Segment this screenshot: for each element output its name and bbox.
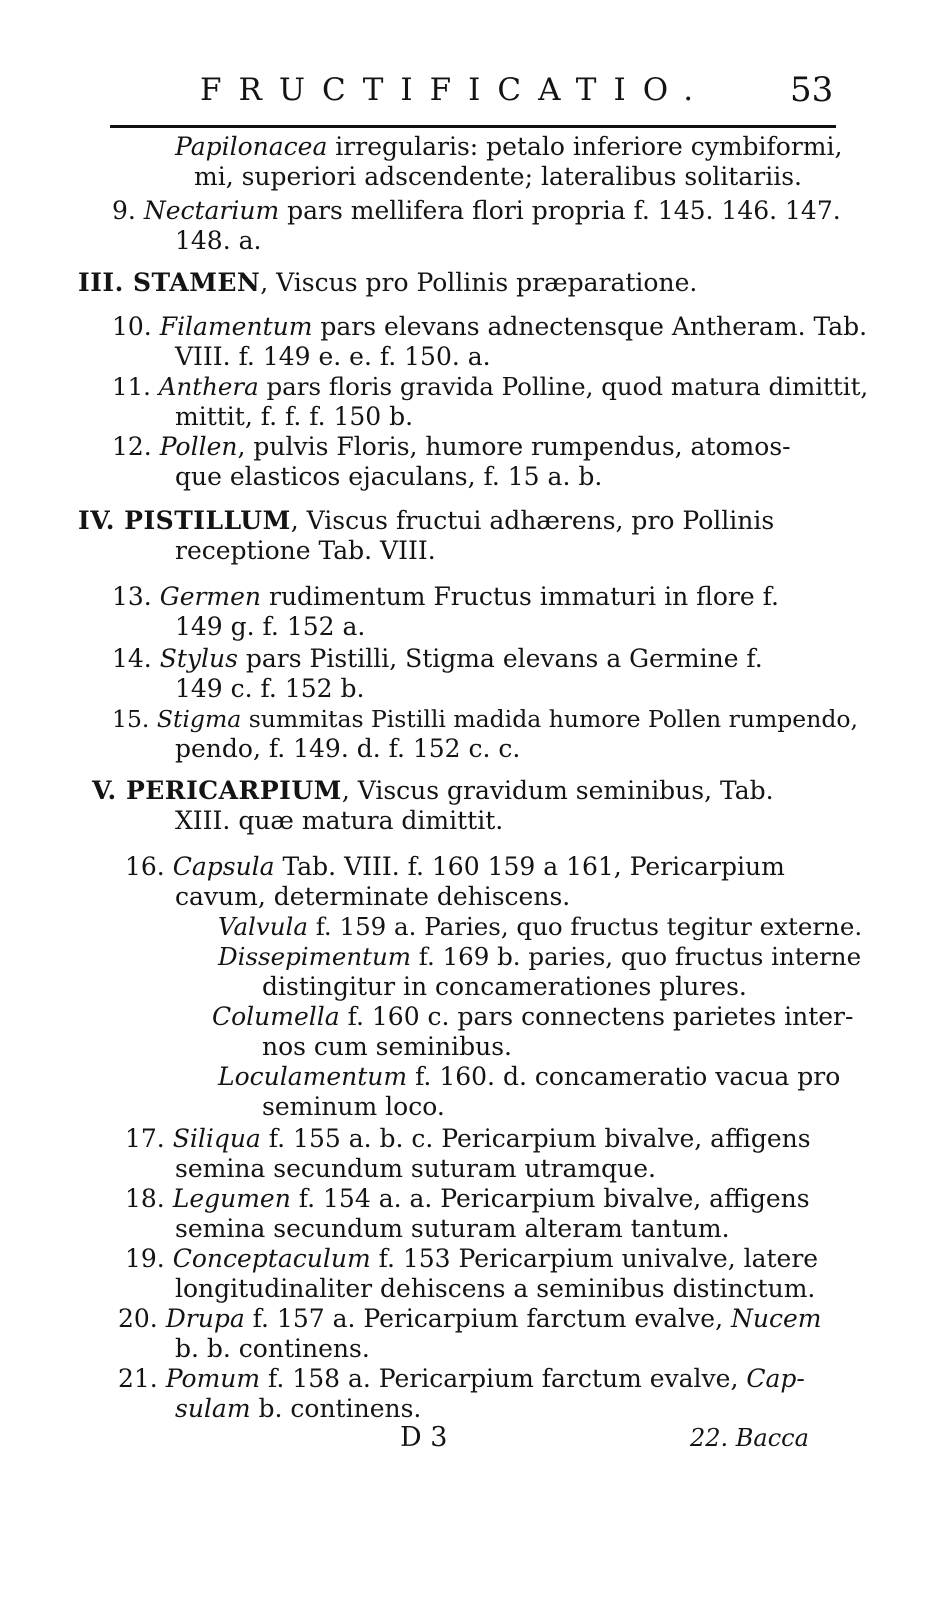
text-segment: pars elevans adnectensque Antheram. Tab.: [312, 312, 868, 341]
running-title: FRUCTIFICATIO.: [200, 72, 711, 108]
text-segment: semina secundum suturam alteram tantum.: [175, 1214, 730, 1243]
text-segment: irregularis: petalo inferiore cymbiformi,: [327, 132, 843, 161]
text-line: [175, 342, 491, 372]
italic-term: Pollen: [159, 432, 238, 461]
text-line: [262, 1092, 445, 1122]
text-segment: mi, superiori adscendente; lateralibus solitariis.: [194, 162, 802, 191]
page-number: 53: [790, 70, 834, 110]
text-segment: longitudinaliter dehiscens a seminibus distinctum.: [175, 1274, 816, 1303]
text-line: [175, 402, 413, 432]
italic-term: Loculamentum: [218, 1062, 408, 1091]
text-segment: 148. a.: [175, 226, 262, 255]
italic-term: Filamentum: [159, 312, 313, 341]
italic-term: Nectarium: [143, 196, 280, 225]
section-heading-term: PERICARPIUM: [125, 776, 342, 805]
text-segment: distingitur in concamerationes plures.: [262, 972, 747, 1001]
text-segment: 17.: [125, 1124, 173, 1153]
text-line: [112, 312, 867, 342]
text-line: [125, 852, 785, 882]
text-line: [175, 674, 364, 704]
text-line: [118, 1304, 821, 1334]
text-line: [175, 612, 365, 642]
section-heading-term: IV.: [78, 506, 125, 535]
text-segment: pendo, f. 149. d. f. 152 c. c.: [175, 734, 521, 763]
text-segment: pars Pistilli, Stigma elevans a Germine f.: [237, 644, 763, 673]
signature-mark: D 3: [400, 1422, 448, 1453]
italic-term: Drupa: [165, 1304, 245, 1333]
text-line: [175, 1214, 730, 1244]
text-segment: 10.: [112, 312, 160, 341]
text-segment: pars mellifera flori propria f. 145. 146. 147.: [279, 196, 841, 225]
text-segment: f. 154 a. a. Pericarpium bivalve, affigens: [290, 1184, 810, 1213]
text-segment: b. b. continens.: [175, 1334, 370, 1363]
text-line: [78, 506, 774, 536]
text-line: [175, 734, 520, 764]
text-line: [125, 1244, 818, 1274]
text-segment: f. 158 a. Pericarpium farctum evalve,: [260, 1364, 747, 1393]
text-line: [262, 1032, 512, 1062]
italic-term: Conceptaculum: [172, 1244, 371, 1273]
text-segment: 149 g. f. 152 a.: [175, 612, 366, 641]
italic-term: Valvula: [218, 912, 308, 941]
text-line: [175, 462, 602, 492]
text-segment: 14.: [112, 644, 160, 673]
text-line: [112, 582, 779, 612]
text-segment: rudimentum Fructus immaturi in flore f.: [261, 582, 779, 611]
text-line: [92, 776, 774, 806]
italic-term: Pomum: [165, 1364, 261, 1393]
text-segment: semina secundum suturam utramque.: [175, 1154, 657, 1183]
text-line: [112, 432, 791, 462]
text-segment: 13.: [112, 582, 160, 611]
text-line: [175, 226, 261, 256]
text-line: [112, 196, 841, 226]
section-heading-term: V.: [92, 776, 126, 805]
text-line: [125, 1124, 811, 1154]
text-segment: 12.: [112, 432, 160, 461]
text-line: [175, 536, 436, 566]
text-line: [175, 1334, 370, 1364]
text-line: [78, 268, 697, 298]
text-line: [218, 1062, 840, 1092]
text-line: [175, 1274, 815, 1304]
section-heading-term: III.: [78, 268, 133, 297]
italic-term: Siliqua: [172, 1124, 261, 1153]
text-segment: 11.: [112, 372, 159, 401]
text-line: [218, 942, 861, 972]
text-segment: 16.: [125, 852, 173, 881]
text-segment: , Viscus fructui adhærens, pro Pollinis: [290, 506, 775, 535]
italic-term: Columella: [212, 1002, 340, 1031]
text-line: [118, 1364, 805, 1394]
italic-term: Capsula: [172, 852, 275, 881]
text-segment: b. continens.: [250, 1394, 422, 1423]
text-line: [212, 1002, 853, 1032]
text-line: [194, 162, 802, 192]
text-line: [112, 644, 763, 674]
text-segment: f. 160. d. concameratio vacua pro: [407, 1062, 841, 1091]
text-segment: 21.: [118, 1364, 166, 1393]
text-segment: Tab. VIII. f. 160 159 a 161, Pericarpium: [274, 852, 785, 881]
text-segment: , Viscus pro Pollinis præparatione.: [260, 268, 698, 297]
italic-term: Cap-: [746, 1364, 805, 1393]
text-line: [112, 704, 858, 734]
text-segment: 20.: [118, 1304, 166, 1333]
text-segment: , pulvis Floris, humore rumpendus, atomos-: [237, 432, 791, 461]
text-segment: seminum loco.: [262, 1092, 445, 1121]
text-segment: mittit, f. f. f. 150 b.: [175, 402, 414, 431]
text-segment: cavum, determinate dehiscens.: [175, 882, 571, 911]
italic-term: Nucem: [731, 1304, 822, 1333]
italic-term: Papilonacea: [175, 132, 328, 161]
text-segment: summitas Pistilli madida humore Pollen rumpendo,: [241, 705, 858, 733]
text-line: [112, 372, 868, 402]
text-segment: XIII. quæ matura dimittit.: [175, 806, 504, 835]
italic-term: Germen: [159, 582, 262, 611]
text-line: [175, 1154, 656, 1184]
text-segment: que elasticos ejaculans, f. 15 a. b.: [175, 462, 603, 491]
text-segment: f. 153 Pericarpium univalve, latere: [370, 1244, 819, 1273]
text-segment: 9.: [112, 196, 144, 225]
text-line: [175, 806, 503, 836]
text-line: [175, 882, 570, 912]
text-segment: receptione Tab. VIII.: [175, 536, 436, 565]
text-segment: f. 157 a. Pericarpium farctum evalve,: [244, 1304, 731, 1333]
text-segment: 19.: [125, 1244, 173, 1273]
text-segment: f. 169 b. paries, quo fructus interne: [411, 942, 862, 971]
catchword: 22. Bacca: [690, 1424, 809, 1452]
italic-term: sulam: [175, 1394, 251, 1423]
text-line: [175, 132, 842, 162]
header-rule: [110, 125, 836, 128]
italic-term: Legumen: [172, 1184, 291, 1213]
text-line: [262, 972, 747, 1002]
italic-term: Dissepimentum: [218, 942, 412, 971]
text-segment: f. 155 a. b. c. Pericarpium bivalve, affigens: [260, 1124, 811, 1153]
text-line: [218, 912, 862, 942]
text-segment: VIII. f. 149 e. e. f. 150. a.: [175, 342, 491, 371]
text-line: [125, 1184, 810, 1214]
text-segment: 18.: [125, 1184, 173, 1213]
text-segment: pars floris gravida Polline, quod matura dimittit,: [258, 372, 869, 401]
text-segment: f. 160 c. pars connectens parietes inter-: [339, 1002, 854, 1031]
text-segment: 15.: [112, 705, 157, 733]
italic-term: Stylus: [159, 644, 238, 673]
italic-term: Anthera: [158, 372, 259, 401]
section-heading-term: PISTILLUM: [124, 506, 291, 535]
text-segment: nos cum seminibus.: [262, 1032, 512, 1061]
text-segment: , Viscus gravidum seminibus, Tab.: [341, 776, 774, 805]
text-segment: 149 c. f. 152 b.: [175, 674, 365, 703]
text-segment: f. 159 a. Paries, quo fructus tegitur externe.: [307, 912, 863, 941]
section-heading-term: STAMEN: [133, 268, 261, 297]
italic-term: Stigma: [156, 705, 242, 733]
text-line: [175, 1394, 421, 1424]
